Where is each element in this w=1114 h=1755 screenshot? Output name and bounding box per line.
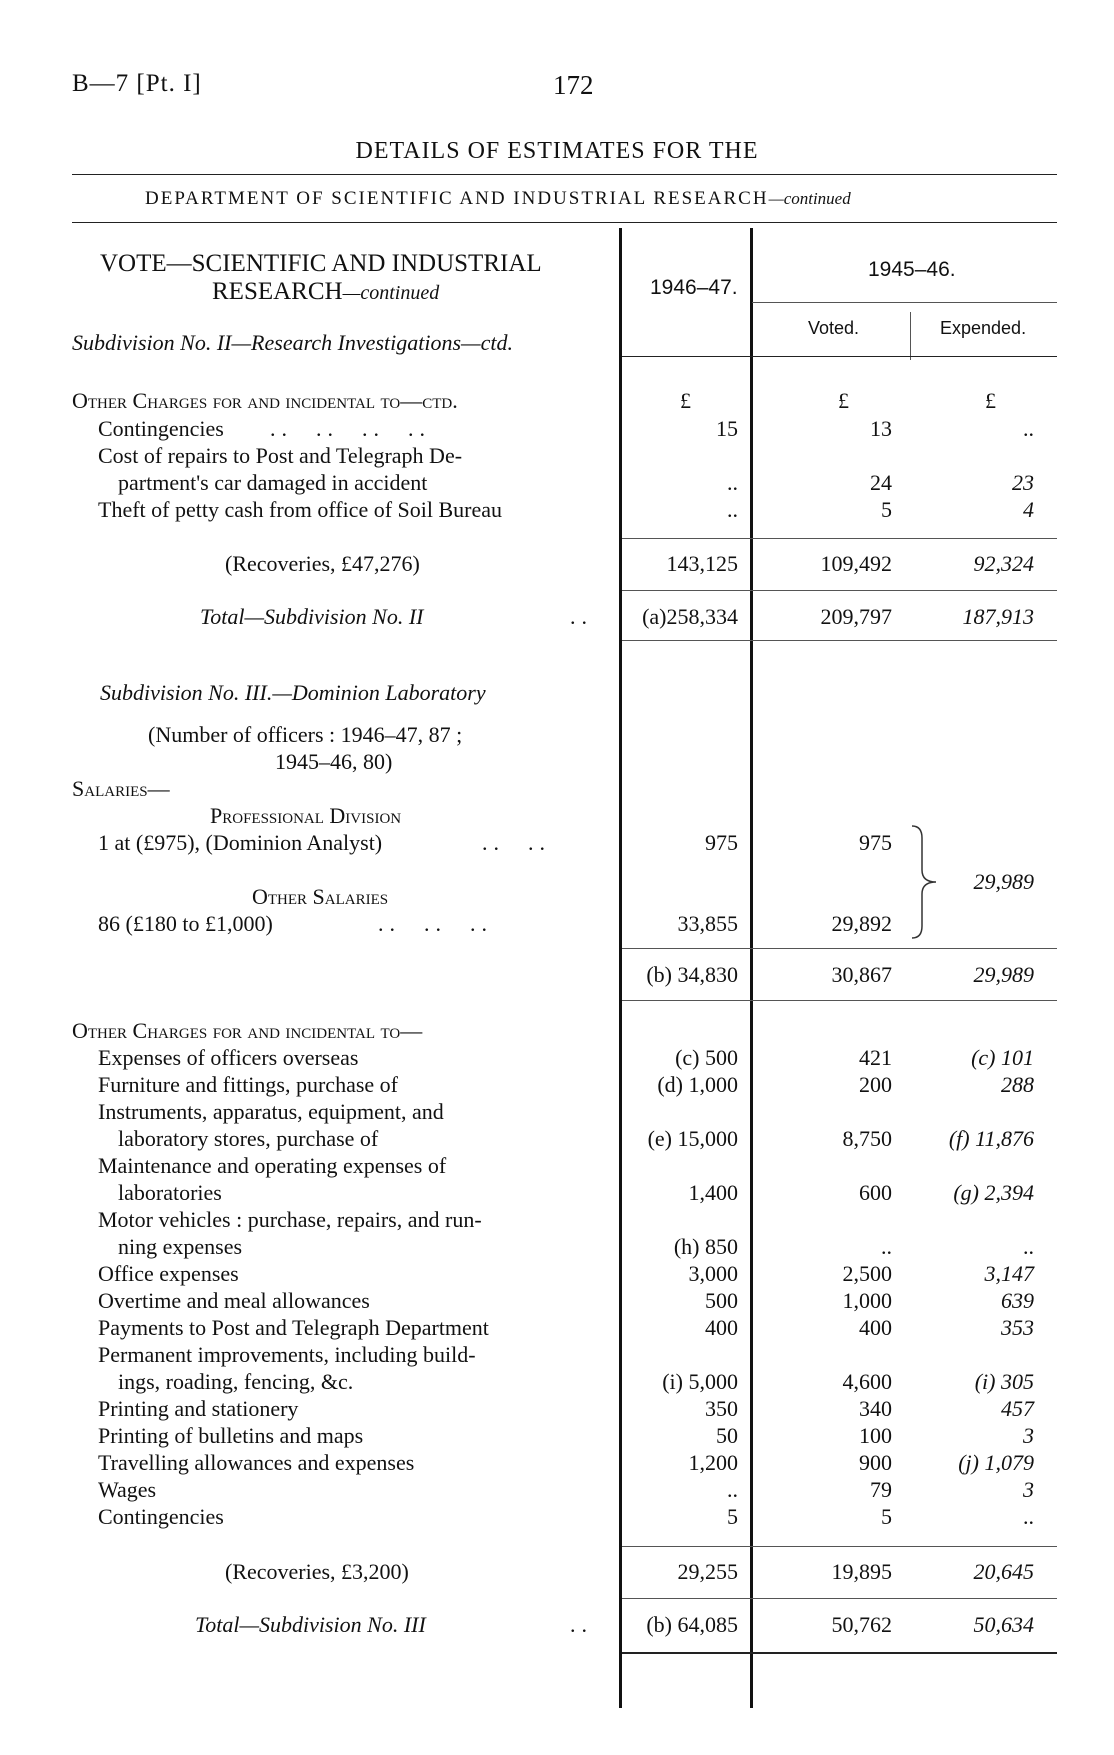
line-item-label: Payments to Post and Telegraph Department bbox=[98, 1315, 489, 1340]
estimate-value: 1,200 bbox=[688, 1450, 738, 1475]
section-reference: B—7 [Pt. I] bbox=[72, 70, 202, 97]
voted-total: 50,762 bbox=[831, 1612, 892, 1637]
estimate-value: 15 bbox=[716, 416, 738, 441]
estimate-value: 350 bbox=[705, 1396, 738, 1421]
voted-value: 1,000 bbox=[842, 1288, 892, 1313]
vote-heading: VOTE—SCIENTIFIC AND INDUSTRIAL bbox=[100, 250, 542, 277]
estimate-value: (i) 5,000 bbox=[662, 1369, 738, 1394]
leader-dots: .. .. bbox=[482, 830, 551, 855]
voted-value: .. bbox=[881, 1234, 892, 1259]
title-rule bbox=[72, 174, 1057, 175]
line-item-label-cont: ning expenses bbox=[118, 1234, 243, 1259]
voted-total: 209,797 bbox=[820, 604, 892, 629]
voted-value: 109,492 bbox=[820, 551, 892, 576]
expended-value: (f) 11,876 bbox=[948, 1126, 1034, 1151]
line-item-label: Contingencies bbox=[98, 1504, 224, 1529]
expended-total: 187,913 bbox=[962, 604, 1034, 629]
leader-dots: .. bbox=[570, 1612, 593, 1637]
voted-value: 5 bbox=[881, 1504, 892, 1529]
estimate-value: 3,000 bbox=[688, 1261, 738, 1286]
recoveries-label: (Recoveries, £3,200) bbox=[225, 1559, 409, 1584]
line-item-label: Instruments, apparatus, equipment, and bbox=[98, 1099, 444, 1124]
voted-value: 79 bbox=[870, 1477, 892, 1502]
vote-heading-line2: RESEARCH—continued bbox=[212, 278, 440, 305]
subtitle-rule bbox=[72, 222, 1057, 223]
voted-value: 400 bbox=[859, 1315, 892, 1340]
voted-value: 8,750 bbox=[842, 1126, 892, 1151]
estimate-total: (a)258,334 bbox=[642, 604, 738, 629]
subtotal-rule bbox=[622, 538, 1057, 539]
voted-value: 975 bbox=[859, 830, 892, 855]
expended-value: 29,989 bbox=[973, 869, 1034, 894]
voted-value: 19,895 bbox=[831, 1559, 892, 1584]
line-item-label: Printing of bulletins and maps bbox=[98, 1423, 364, 1448]
other-charges-heading-ii: Other Charges for and incidental to—ctd. bbox=[72, 388, 458, 413]
expended-value: 29,989 bbox=[973, 962, 1034, 987]
voted-value: 29,892 bbox=[831, 911, 892, 936]
voted-value: 4,600 bbox=[842, 1369, 892, 1394]
line-item-label: Overtime and meal allowances bbox=[98, 1288, 370, 1313]
expended-value: .. bbox=[1023, 1234, 1034, 1259]
line-item-label: Theft of petty cash from office of Soil Bureau bbox=[98, 497, 503, 522]
column-rule-voted bbox=[750, 228, 753, 1708]
header-split-rule bbox=[752, 302, 1057, 303]
estimate-value: 400 bbox=[705, 1315, 738, 1340]
leader-dots: .. .. .. bbox=[378, 911, 493, 936]
page-title: DETAILS OF ESTIMATES FOR THE bbox=[355, 138, 759, 164]
column-header-expended: Expended. bbox=[940, 318, 1027, 338]
expended-value: (i) 305 bbox=[974, 1369, 1034, 1394]
voted-value: 24 bbox=[870, 470, 892, 495]
professional-division-heading: Professional Division bbox=[210, 803, 402, 828]
line-item-label: Wages bbox=[98, 1477, 157, 1502]
subdivision-iii-heading: Subdivision No. III.—Dominion Laboratory bbox=[100, 680, 486, 705]
other-salaries-heading: Other Salaries bbox=[252, 884, 389, 909]
line-item-label: 86 (£180 to £1,000) bbox=[98, 911, 273, 936]
brace-icon bbox=[908, 824, 944, 940]
estimate-value: 33,855 bbox=[677, 911, 738, 936]
subtotal-bottom-rule bbox=[622, 1000, 1057, 1001]
total-label: Total—Subdivision No. II bbox=[200, 604, 424, 629]
estimate-value: (h) 850 bbox=[673, 1234, 738, 1259]
currency-symbol: £ bbox=[838, 388, 849, 413]
line-item-label: Motor vehicles : purchase, repairs, and run- bbox=[98, 1207, 482, 1232]
line-item-label: 1 at (£975), (Dominion Analyst) bbox=[98, 830, 383, 855]
voted-value: 600 bbox=[859, 1180, 892, 1205]
estimate-value: 500 bbox=[705, 1288, 738, 1313]
line-item-label-cont: laboratory stores, purchase of bbox=[118, 1126, 379, 1151]
estimate-value: .. bbox=[727, 1477, 738, 1502]
line-item-label: Maintenance and operating expenses of bbox=[98, 1153, 447, 1178]
final-rule bbox=[622, 1652, 1057, 1654]
leader-dots: .. bbox=[570, 604, 593, 629]
currency-symbol: £ bbox=[985, 388, 996, 413]
estimate-value: (d) 1,000 bbox=[657, 1072, 738, 1097]
estimate-value: 29,255 bbox=[677, 1559, 738, 1584]
expended-value: 20,645 bbox=[973, 1559, 1034, 1584]
estimate-value: 143,125 bbox=[666, 551, 738, 576]
expended-value: 457 bbox=[1001, 1396, 1034, 1421]
leader-dots: .. .. .. .. bbox=[270, 416, 431, 441]
voted-value: 421 bbox=[859, 1045, 892, 1070]
line-item-label: Furniture and fittings, purchase of bbox=[98, 1072, 398, 1097]
voted-value: 100 bbox=[859, 1423, 892, 1448]
expended-value: 92,324 bbox=[973, 551, 1034, 576]
other-charges-heading-iii: Other Charges for and incidental to— bbox=[72, 1018, 423, 1043]
line-item-label-cont: laboratories bbox=[118, 1180, 222, 1205]
expended-value: .. bbox=[1023, 1504, 1034, 1529]
estimate-value: .. bbox=[727, 497, 738, 522]
line-item-label-cont: partment's car damaged in accident bbox=[118, 470, 428, 495]
expended-value: (c) 101 bbox=[971, 1045, 1034, 1070]
expended-value: (j) 1,079 bbox=[958, 1450, 1034, 1475]
subtotal-rule bbox=[622, 948, 1057, 949]
expended-value: 288 bbox=[1001, 1072, 1034, 1097]
voted-value: 2,500 bbox=[842, 1261, 892, 1286]
officers-count: (Number of officers : 1946–47, 87 ; bbox=[148, 722, 463, 747]
page-subtitle: DEPARTMENT OF SCIENTIFIC AND INDUSTRIAL RESEARCH—continued bbox=[145, 188, 851, 209]
header-bottom-rule bbox=[622, 356, 1057, 357]
line-item-label: Contingencies bbox=[98, 416, 224, 441]
voted-value: 340 bbox=[859, 1396, 892, 1421]
column-rule-estimate bbox=[619, 228, 622, 1708]
estimate-value: 5 bbox=[727, 1504, 738, 1529]
expended-value: 639 bbox=[1001, 1288, 1034, 1313]
column-header-1946: 1946–47. bbox=[650, 276, 738, 299]
expended-value: 23 bbox=[1012, 470, 1034, 495]
total-bottom-rule bbox=[622, 640, 1057, 641]
voted-value: 30,867 bbox=[831, 962, 892, 987]
voted-value: 200 bbox=[859, 1072, 892, 1097]
subtotal-rule bbox=[622, 1546, 1057, 1547]
expended-total: 50,634 bbox=[973, 1612, 1034, 1637]
currency-symbol: £ bbox=[680, 388, 691, 413]
total-rule bbox=[622, 590, 1057, 591]
line-item-label-cont: ings, roading, fencing, &c. bbox=[118, 1369, 354, 1394]
line-item-label: Printing and stationery bbox=[98, 1396, 299, 1421]
line-item-label: Travelling allowances and expenses bbox=[98, 1450, 415, 1475]
line-item-label: Cost of repairs to Post and Telegraph De- bbox=[98, 443, 463, 468]
estimate-value: (e) 15,000 bbox=[647, 1126, 738, 1151]
expended-value: 353 bbox=[1001, 1315, 1034, 1340]
total-rule bbox=[622, 1598, 1057, 1599]
expended-value: 4 bbox=[1023, 497, 1034, 522]
expended-value: .. bbox=[1023, 416, 1034, 441]
page-number: 172 bbox=[553, 70, 594, 100]
estimate-value: .. bbox=[727, 470, 738, 495]
line-item-label: Office expenses bbox=[98, 1261, 239, 1286]
estimate-value: 975 bbox=[705, 830, 738, 855]
expended-value: 3 bbox=[1023, 1423, 1034, 1448]
expended-value: 3,147 bbox=[984, 1261, 1034, 1286]
column-header-1945: 1945–46. bbox=[868, 258, 956, 281]
total-label: Total—Subdivision No. III bbox=[195, 1612, 426, 1637]
salaries-heading: Salaries— bbox=[72, 776, 170, 801]
estimate-value: 1,400 bbox=[688, 1180, 738, 1205]
estimate-value: 50 bbox=[716, 1423, 738, 1448]
subdivision-ii-heading: Subdivision No. II—Research Investigations—ctd. bbox=[72, 330, 513, 355]
estimate-total: (b) 64,085 bbox=[646, 1612, 738, 1637]
column-header-voted: Voted. bbox=[808, 318, 860, 338]
column-rule-expended bbox=[910, 312, 911, 360]
line-item-label: Expenses of officers overseas bbox=[98, 1045, 359, 1070]
recoveries-label: (Recoveries, £47,276) bbox=[225, 551, 420, 576]
estimate-value: (c) 500 bbox=[675, 1045, 738, 1070]
voted-value: 900 bbox=[859, 1450, 892, 1475]
estimate-value: (b) 34,830 bbox=[646, 962, 738, 987]
officers-count-cont: 1945–46, 80) bbox=[275, 749, 393, 774]
voted-value: 13 bbox=[870, 416, 892, 441]
line-item-label: Permanent improvements, including build- bbox=[98, 1342, 476, 1367]
expended-value: 3 bbox=[1023, 1477, 1034, 1502]
voted-value: 5 bbox=[881, 497, 892, 522]
expended-value: (g) 2,394 bbox=[953, 1180, 1034, 1205]
